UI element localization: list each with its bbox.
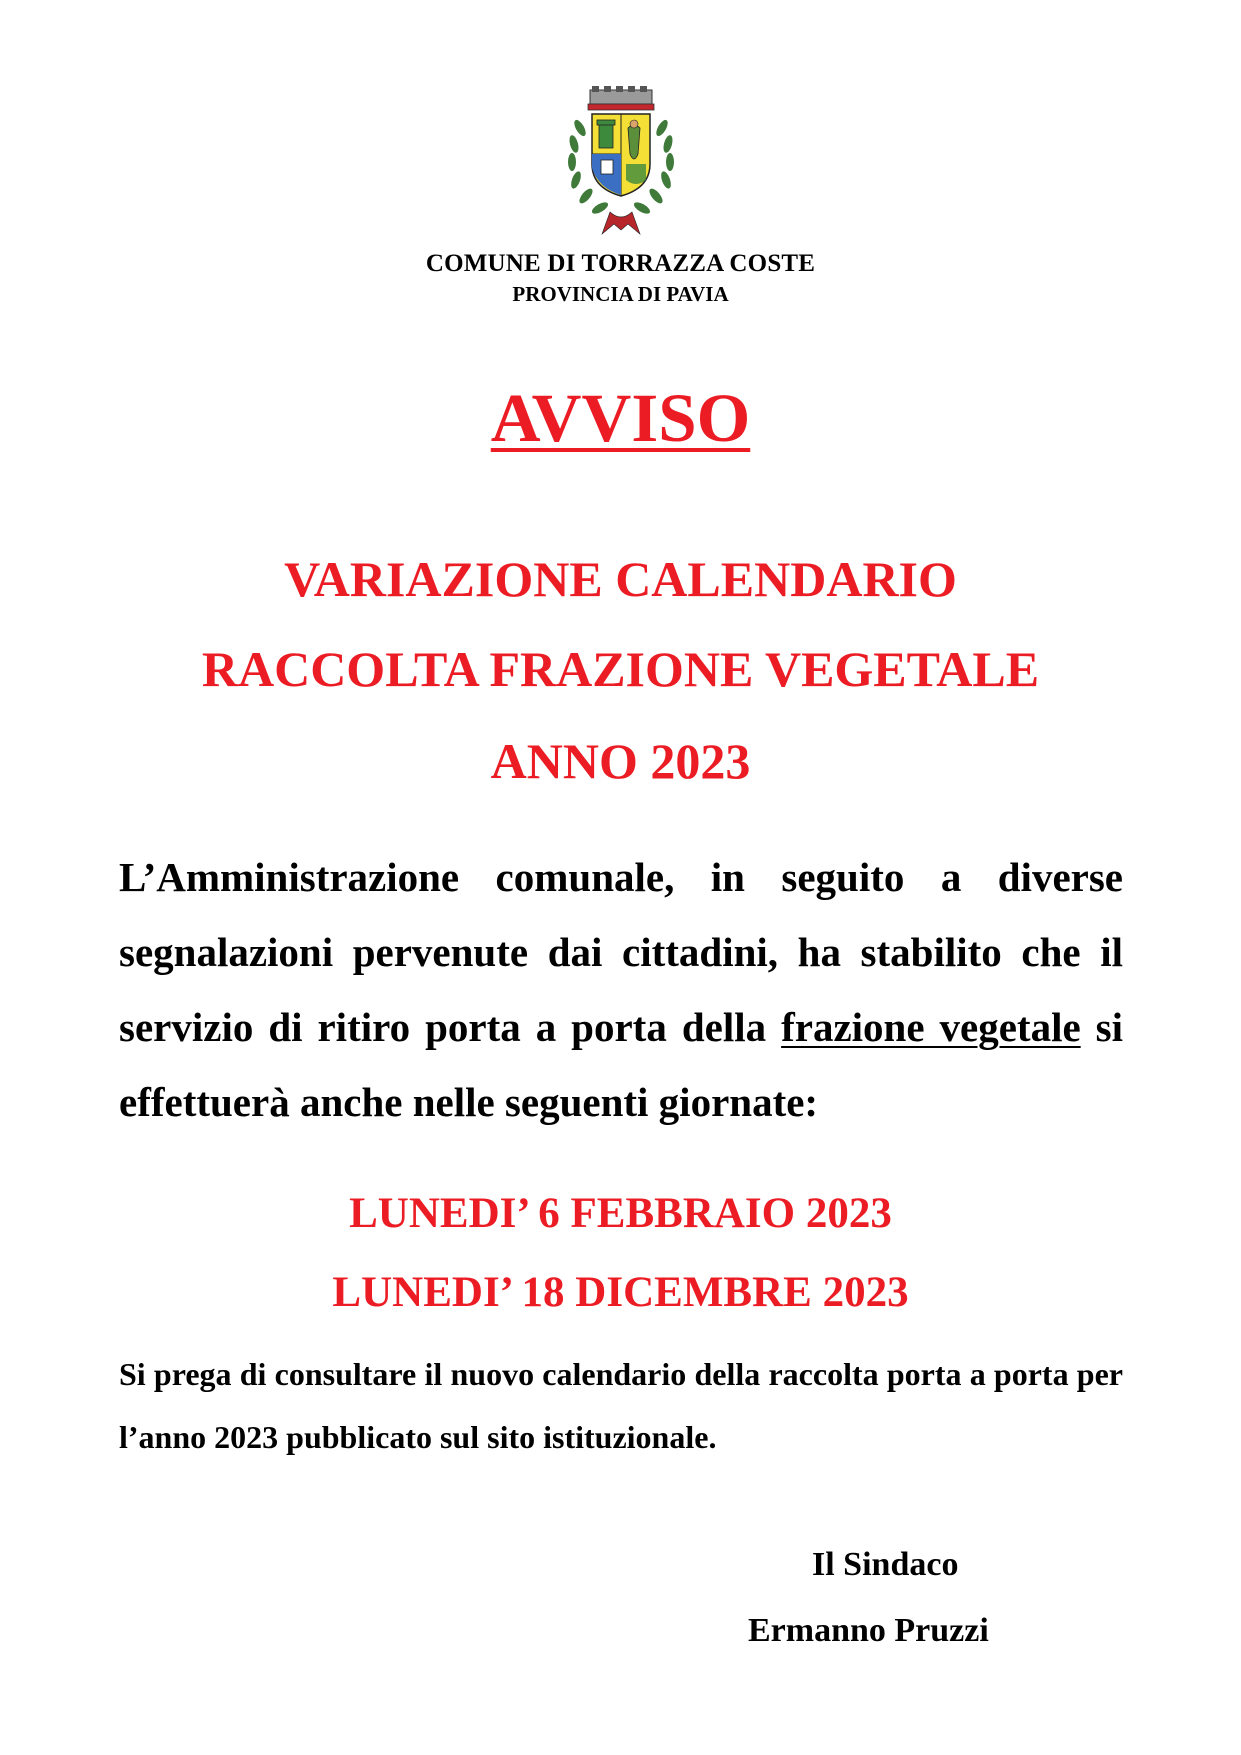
body-text-after: si effettuerà anche nelle seguenti giornate:	[119, 1004, 1123, 1125]
signature-name: Ermanno Pruzzi	[748, 1612, 989, 1649]
signature-role: Il Sindaco	[812, 1546, 959, 1583]
province-name: PROVINCIA DI PAVIA	[512, 282, 729, 306]
notice-subtitle-line-3: ANNO 2023	[490, 733, 751, 789]
body-underlined-text: frazione vegetale	[781, 1004, 1081, 1050]
collection-date-1: LUNEDI’ 6 FEBBRAIO 2023	[349, 1190, 892, 1237]
notice-title: AVVISO	[490, 380, 751, 456]
body-paragraph	[119, 840, 1123, 1140]
collection-date-2: LUNEDI’ 18 DICEMBRE 2023	[332, 1269, 909, 1316]
coat-of-arms-icon	[554, 84, 688, 240]
note-paragraph: Si prega di consultare il nuovo calendario della raccolta porta a porta per l’anno 2023 pubblicato sul sito istituzionale.	[119, 1356, 1123, 1455]
body-text-before: L’Amministrazione comunale, in seguito a diverse segnalazioni pervenute dai cittadini, ha stabilito che il servizio di ritiro porta a porta della	[119, 854, 1123, 1050]
notice-subtitle-line-1: VARIAZIONE CALENDARIO	[284, 551, 957, 607]
notice-subtitle-line-2: RACCOLTA FRAZIONE VEGETALE	[201, 641, 1040, 697]
municipality-name: COMUNE DI TORRAZZA COSTE	[425, 250, 816, 277]
